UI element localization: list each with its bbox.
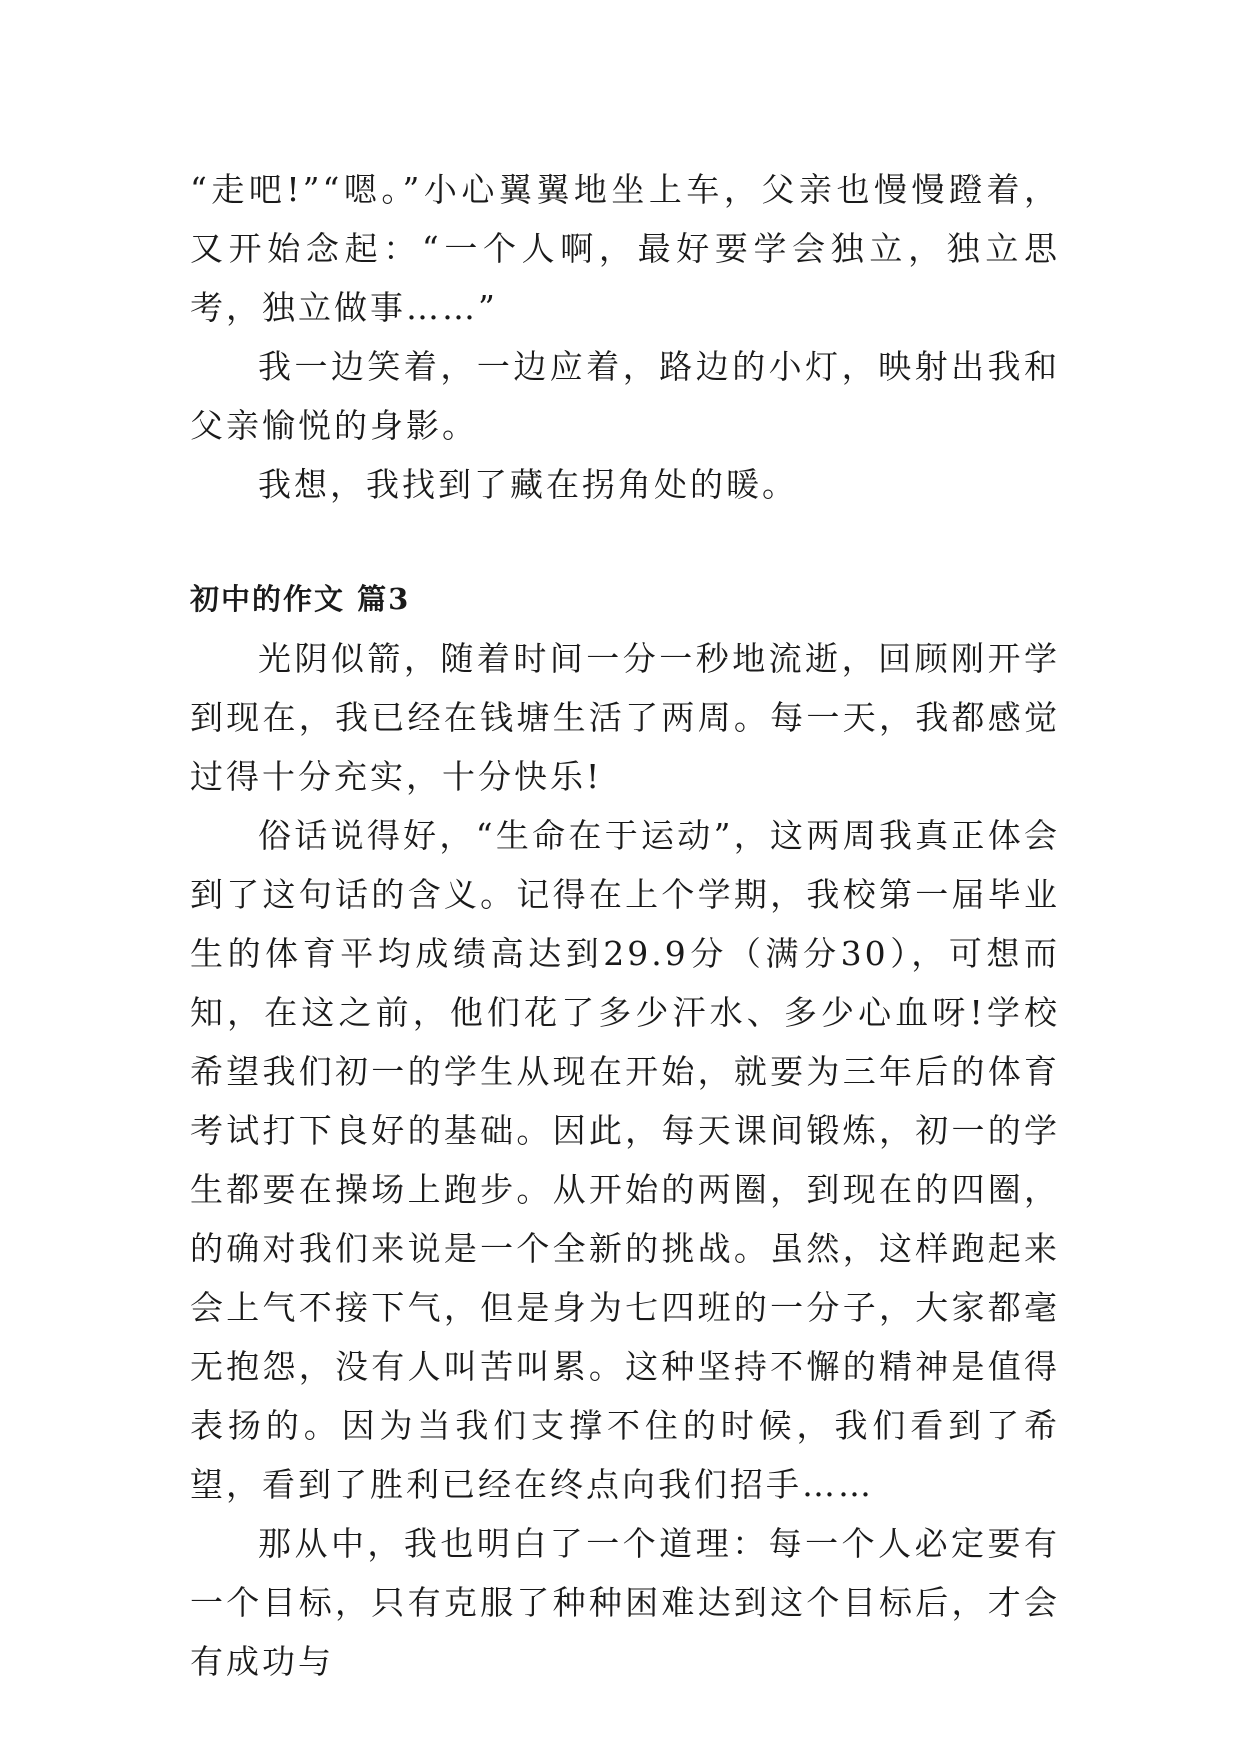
paragraph-warmth: 我想，我找到了藏在拐角处的暖。 [258, 465, 798, 504]
document-page [190, 160, 1060, 1691]
section-title: 初中的作文 篇3 [190, 582, 411, 616]
paragraph-smiling: 我一边笑着，一边应着，路边的小灯，映射出我和父亲愉悦的身影。 [190, 347, 1060, 445]
section-gap [190, 514, 1060, 570]
paragraph-time: 光阴似箭，随着时间一分一秒地流逝，回顾刚开学到现在，我已经在钱塘生活了两周。每一天，我都感觉过得十分充实，十分快乐! [190, 639, 1060, 796]
paragraph-sports: 俗话说得好，“生命在于运动”，这两周我真正体会到了这句话的含义。记得在上个学期，我校第一届毕业生的体育平均成绩高达到29.9分（满分30），可想而知，在这之前，他们花了多少汗水、多少心血呀!学校希望我们初一的学生从现在开始，就要为三年后的体育考试打下良好的基础。因此，每天课间锻炼，初一的学生都要在操场上跑步。从开始的两圈，到现在的四圈，的确对我们来说是一个全新的挑战。虽然，这样跑起来会上气不接下气，但是身为七四班的一分子，大家都毫无抱怨，没有人叫苦叫累。这种坚持不懈的精神是值得表扬的。因为当我们支撑不住的时候，我们看到了希望，看到了胜利已经在终点向我们招手…… [190, 816, 1060, 1504]
paragraph-dialogue: “走吧!”“嗯。”小心翼翼地坐上车，父亲也慢慢蹬着，又开始念起：“一个人啊，最好要学会独立，独立思考，独立做事……” [190, 170, 1060, 327]
paragraph-lesson: 那从中，我也明白了一个道理：每一个人必定要有一个目标，只有克服了种种困难达到这个目标后，才会有成功与 [190, 1524, 1060, 1681]
